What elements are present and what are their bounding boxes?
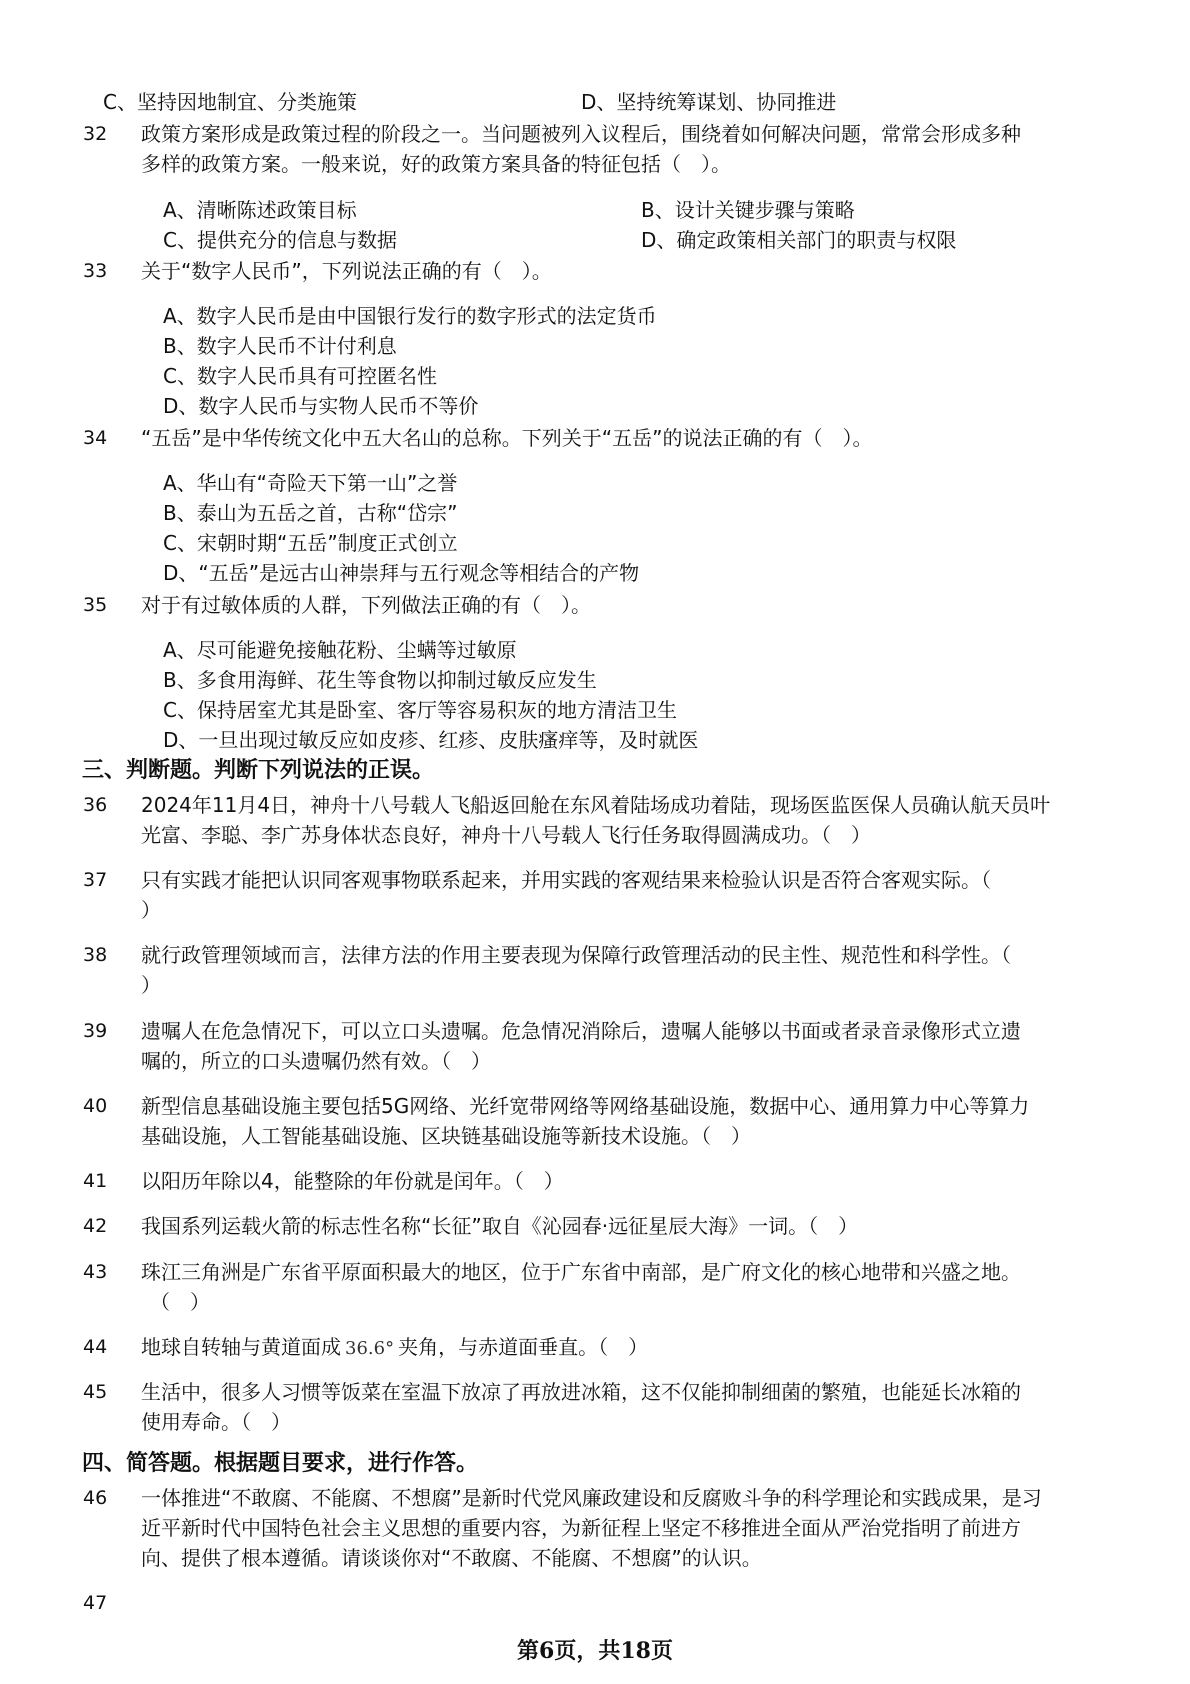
question-37-line-1: 只有实践才能把认识同客观事物联系起来，并用实践的客观结果来检验认识是否符合客观实际。（ <box>141 868 991 892</box>
question-number-40: 40 <box>83 1095 108 1117</box>
question-number-43: 43 <box>83 1261 108 1283</box>
question-number-42: 42 <box>83 1215 108 1237</box>
question-number-35: 35 <box>83 594 108 616</box>
question-41-text: 以阳历年除以4，能整除的年份就是闰年。（ ） <box>141 1169 564 1193</box>
question-43-line-1: 珠江三角洲是广东省平原面积最大的地区，位于广东省中南部，是广府文化的核心地带和兴盛之地。 <box>141 1260 1021 1284</box>
question-42-text: 我国系列运载火箭的标志性名称“长征”取自《沁园春·远征星辰大海》一词。（ ） <box>141 1214 859 1238</box>
question-number-36: 36 <box>83 794 108 816</box>
question-40-line-1: 新型信息基础设施主要包括5G网络、光纤宽带网络等网络基础设施，数据中心、通用算力中心等算力 <box>141 1094 1030 1118</box>
question-32-option-c: C、提供充分的信息与数据 <box>163 228 397 252</box>
question-number-38: 38 <box>83 944 108 966</box>
question-36-line-1: 2024年11月4日，神舟十八号载人飞船返回舱在东风着陆场成功着陆，现场医监医保人员确认航天员叶 <box>141 793 1051 817</box>
question-46-line-2: 近平新时代中国特色社会主义思想的重要内容，为新征程上坚定不移推进全面从严治党指明了前进方 <box>141 1516 1021 1540</box>
question-number-47: 47 <box>83 1592 108 1614</box>
question-39-line-1: 遗嘱人在危急情况下，可以立口头遗嘱。危急情况消除后，遗嘱人能够以书面或者录音录像形式立遗 <box>141 1019 1021 1043</box>
page-footer: 第6页，共18页 <box>517 1638 673 1664</box>
question-34-option-d: D、“五岳”是远古山神崇拜与五行观念等相结合的产物 <box>163 561 640 585</box>
question-33-option-b: B、数字人民币不计付利息 <box>163 334 397 358</box>
question-32-line-1: 政策方案形成是政策过程的阶段之一。当问题被列入议程后，围绕着如何解决问题，常常会形成多种 <box>141 122 1021 146</box>
question-34-option-b: B、泰山为五岳之首，古称“岱宗” <box>163 501 458 525</box>
question-33-text: 关于“数字人民币”，下列说法正确的有（ ）。 <box>141 259 552 283</box>
question-34-text: “五岳”是中华传统文化中五大名山的总称。下列关于“五岳”的说法正确的有（ ）。 <box>141 426 873 450</box>
question-number-44: 44 <box>83 1336 108 1358</box>
question-35-text: 对于有过敏体质的人群，下列做法正确的有（ ）。 <box>141 593 591 617</box>
question-number-39: 39 <box>83 1020 108 1042</box>
question-32-line-2: 多样的政策方案。一般来说，好的政策方案具备的特征包括（ ）。 <box>141 152 731 176</box>
question-38-line-2: ） <box>141 973 161 997</box>
question-45-line-2: 使用寿命。（ ） <box>141 1410 291 1434</box>
question-number-41: 41 <box>83 1170 108 1192</box>
question-32-option-d: D、确定政策相关部门的职责与权限 <box>641 228 957 252</box>
section-heading-short-answer: 四、简答题。根据题目要求，进行作答。 <box>82 1451 479 1476</box>
question-34-option-a: A、华山有“奇险天下第一山”之誉 <box>163 471 458 495</box>
question-37-line-2: ） <box>141 898 161 922</box>
option-d-31: D、坚持统筹谋划、协同推进 <box>581 90 837 114</box>
question-44-text-pre: 地球自转轴与黄道面成 <box>141 1335 341 1359</box>
question-number-32: 32 <box>83 123 108 145</box>
question-40-line-2: 基础设施，人工智能基础设施、区块链基础设施等新技术设施。（ ） <box>141 1124 751 1148</box>
question-35-option-b: B、多食用海鲜、花生等食物以抑制过敏反应发生 <box>163 668 597 692</box>
question-39-line-2: 嘱的，所立的口头遗嘱仍然有效。（ ） <box>141 1049 491 1073</box>
question-number-34: 34 <box>83 427 108 449</box>
question-number-46: 46 <box>83 1487 108 1509</box>
question-number-37: 37 <box>83 869 108 891</box>
question-33-option-d: D、数字人民币与实物人民币不等价 <box>163 394 479 418</box>
question-35-option-d: D、一旦出现过敏反应如皮疹、红疹、皮肤瘙痒等，及时就医 <box>163 728 699 752</box>
question-33-option-a: A、数字人民币是由中国银行发行的数字形式的法定货币 <box>163 304 657 328</box>
section-heading-judgement: 三、判断题。判断下列说法的正误。 <box>82 758 435 783</box>
question-43-line-2: （ ） <box>150 1290 210 1314</box>
question-44-text <box>141 1333 648 1363</box>
question-33-option-c: C、数字人民币具有可控匿名性 <box>163 364 437 388</box>
question-34-option-c: C、宋朝时期“五岳”制度正式创立 <box>163 531 458 555</box>
option-c-31: C、坚持因地制宜、分类施策 <box>103 90 357 114</box>
question-number-45: 45 <box>83 1381 108 1403</box>
question-32-option-a: A、清晰陈述政策目标 <box>163 198 357 222</box>
question-46-line-1: 一体推进“不敢腐、不能腐、不想腐”是新时代党风廉政建设和反腐败斗争的科学理论和实践成果，是习 <box>141 1486 1042 1510</box>
question-35-option-c: C、保持居室尤其是卧室、客厅等容易积灰的地方清洁卫生 <box>163 698 677 722</box>
question-45-line-1: 生活中，很多人习惯等饭菜在室温下放凉了再放进冰箱，这不仅能抑制细菌的繁殖，也能延长冰箱的 <box>141 1380 1021 1404</box>
question-36-line-2: 光富、李聪、李广苏身体状态良好，神舟十八号载人飞行任务取得圆满成功。（ ） <box>141 823 871 847</box>
question-44-text-post: 夹角，与赤道面垂直。（ ） <box>398 1335 649 1359</box>
question-44-angle: 36.6° <box>345 1338 395 1359</box>
question-46-line-3: 向、提供了根本遵循。请谈谈你对“不敢腐、不能腐、不想腐”的认识。 <box>141 1546 762 1570</box>
question-38-line-1: 就行政管理领域而言，法律方法的作用主要表现为保障行政管理活动的民主性、规范性和科学性。（ <box>141 943 1011 967</box>
question-32-option-b: B、设计关键步骤与策略 <box>641 198 855 222</box>
question-number-33: 33 <box>83 260 108 282</box>
question-35-option-a: A、尽可能避免接触花粉、尘螨等过敏原 <box>163 638 517 662</box>
